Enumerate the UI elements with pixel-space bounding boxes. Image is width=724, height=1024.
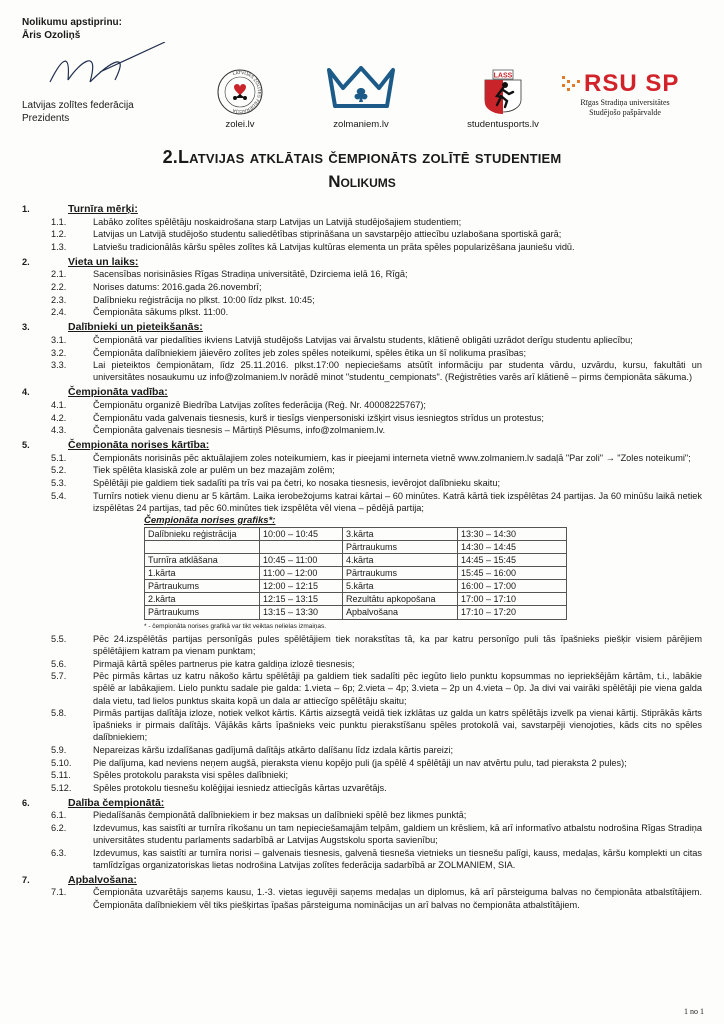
clause-number: 5.2. — [51, 465, 67, 476]
schedule-event: Dalībnieku reģistrācija — [145, 527, 260, 540]
clause-number: 5.3. — [51, 477, 67, 488]
clause-number: 7.1. — [51, 887, 67, 898]
clause-number: 5.8. — [51, 708, 67, 719]
sections-part-a — [22, 203, 702, 514]
clause-number: 6.1. — [51, 810, 67, 821]
zolei-caption: zolei.lv — [225, 119, 255, 130]
clause-item — [22, 757, 702, 769]
clause-text: Čempionātu organizē Biedrība Latvijas zolītes federācija (Reģ. Nr. 40008225767); — [93, 399, 426, 410]
clause-item — [22, 670, 702, 706]
schedule-time: 15:45 – 16:00 — [458, 567, 567, 580]
clause-text: Tiek spēlēta klasiskā zole ar pulēm un bez mazajām zolēm; — [93, 465, 335, 476]
clause-text: Čempionāta dalībniekiem jāievēro zolītes jeb zoles spēles noteikumi, spēles ētika un šī nolikuma prasības; — [93, 347, 527, 358]
rsu-caption-line-2: Studējošo pašpārvalde — [589, 108, 661, 117]
clause-number: 5.6. — [51, 658, 67, 669]
clause-number: 2.3. — [51, 294, 67, 305]
section-heading — [22, 256, 702, 268]
clause-text: Izdevumus, kas saistīti ar turnīra rīkošanu un tam nepieciešamajām telpām, galdiem un krēsliem, kā arī informatīvo atbalstu nodrošina Rīgas Stradiņa universitātes studentu parlaments sadarbībā ar Latvijas Augstskolu sporta savienību; — [93, 823, 702, 846]
lass-badge-text: LASS — [493, 72, 513, 80]
clause-text: Spēles protokolu tiesnešu kolēģijai iesniedz attiecīgās kārtas uzvarētājs. — [93, 782, 387, 793]
clause-item — [22, 412, 702, 424]
page-number: 1 no 1 — [684, 1007, 704, 1016]
clause-text: Spēlētāji pie galdiem tiek sadalīti pa trīs vai pa četri, ko nosaka tiesnesis, ievērojot dalībnieku skaitu; — [93, 477, 501, 488]
section-number: 7. — [22, 874, 30, 885]
clause-number: 5.4. — [51, 490, 67, 501]
clause-item — [22, 334, 702, 346]
clause-text: Nepareizas kāršu izdalīšanas gadījumā dalītājs atkārto dalīšanu līdz izdala kārtis pareizi; — [93, 744, 454, 755]
clause-text: Čempionāta uzvarētājs saņems kausu, 1.-3. vietas ieguvēji saņems medaļas un diplomus, kā arī pārsteiguma balvas no čempionāta atbalstītājiem. Čempionāta dalībniekiem vēl tiks piešķirtas īpašas pārsteiguma nominācijas un arī balvas no čempionāta atbalstītājiem. — [93, 887, 702, 910]
zolmaniem-logo — [318, 66, 404, 130]
clause-text: Čempionātu vada galvenais tiesnesis, kurš ir tiesīgs vienpersoniski izšķirt visus iesniegtos strīdus un protestus; — [93, 412, 544, 423]
clause-item — [22, 228, 702, 240]
schedule-row — [145, 567, 567, 580]
section-heading — [22, 386, 702, 398]
schedule-event: 3.kārta — [343, 527, 458, 540]
crown-icon — [325, 66, 397, 116]
clause-text: Čempionāta sākums plkst. 11:00. — [93, 307, 229, 318]
clause-item — [22, 658, 702, 670]
clause-number: 5.12. — [51, 782, 72, 793]
clause-item — [22, 464, 702, 476]
clause-item — [22, 707, 702, 743]
schedule-event: Apbalvošana — [343, 606, 458, 619]
clause-text: Dalībnieku reģistrācija no plkst. 10:00 līdz plkst. 10:45; — [93, 294, 315, 305]
section-title: Čempionāta vadība: — [68, 386, 168, 399]
schedule-event — [145, 540, 260, 553]
clause-text: Lai pieteiktos čempionātam, līdz 25.11.2016. plkst.17:00 nepieciešams atsūtīt informāciju par studenta vārdu, uzvārdu, kursu, fakultāti un universitātes nosaukumu uz info@zolmaniem.lv norādē minot "studentu_cempionats". (Reģistrēties varēs arī klātienē – pirms čempionāta sākuma.) — [93, 360, 702, 383]
schedule-title: Čempionāta norises grafiks*: — [144, 514, 276, 526]
section-title: Vieta un laiks: — [68, 255, 139, 268]
clause-item — [22, 281, 702, 293]
clause-number: 4.1. — [51, 399, 67, 410]
clause-text: Čempionāta galvenais tiesnesis – Mārtiņš Plēsums, info@zolmaniem.lv. — [93, 425, 386, 436]
section-heading — [22, 797, 702, 809]
schedule-row — [145, 540, 567, 553]
schedule-event: Turnīra atklāšana — [145, 554, 260, 567]
clause-text: Izdevumus, kas saistīti ar turnīra norisi – galvenais tiesnesis, galvenā tiesneša vietnieks un tiesnešu palīgi, kauss, medaļas, kāršu komplekti un citas tamlīdzīgas organizatoriskas lietas nodrošina Latvijas zolītes federācija sadarbībā ar ZOLMANIEM, SIA. — [93, 847, 702, 870]
clause-number: 1.3. — [51, 241, 67, 252]
clause-number: 4.3. — [51, 425, 67, 436]
clause-item — [22, 399, 702, 411]
approver-name: Āris Ozoliņš — [22, 30, 81, 41]
clause-text: Pēc pirmās kārtas uz katru nākošo kārtu spēlētāji pa galdiem tiek sadalīti pēc iegūto lielo punktu kopsummas no iepriekšējām kārtām, t.i., labākie spēlē ar labākajiem. Lielo punktu sadale pie galda: 1.vieta – 6p; 2.vieta – 4p; 3.vieta – 2p un 4.vieta – 0p. Ja divi vai vairāki spēlētāji pie viena galda dala vietu, tad lielos punktus skaita kopā un dala ar attiecīgo spēlētāju skaitu; — [93, 671, 702, 706]
schedule-time: 13:15 – 13:30 — [260, 606, 343, 619]
zolmaniem-caption: zolmaniem.lv — [333, 119, 389, 130]
clause-number: 5.10. — [51, 757, 72, 768]
clause-item — [22, 633, 702, 657]
schedule-event: Pārtraukums — [145, 606, 260, 619]
clause-text: Sacensības norisināsies Rīgas Stradiņa universitātē, Dzirciema ielā 16, Rīgā; — [93, 269, 408, 280]
clause-number: 5.11. — [51, 770, 71, 781]
org-role: Prezidents — [22, 113, 70, 124]
schedule-row — [145, 580, 567, 593]
clause-number: 5.5. — [51, 634, 67, 645]
studentusports-caption: studentusports.lv — [467, 119, 539, 130]
clause-item — [22, 782, 702, 794]
clause-number: 5.7. — [51, 671, 67, 682]
page-subtitle: Nolikums — [328, 172, 396, 191]
schedule-time: 12:00 – 12:15 — [260, 580, 343, 593]
zolei-ring-text: LATVIJAS ZOLĪTES FEDERĀCIJA — [232, 69, 263, 115]
clause-item — [22, 847, 702, 871]
schedule-time: 11:00 – 12:00 — [260, 567, 343, 580]
clause-number: 3.1. — [51, 334, 67, 345]
schedule-row — [145, 606, 567, 619]
schedule-time: 17:10 – 17:20 — [458, 606, 567, 619]
schedule-time: 14:30 – 14:45 — [458, 540, 567, 553]
section-heading — [22, 439, 702, 451]
clause-text: Pirmās partijas dalītāja izloze, notiek velkot kārtis. Kārtis aizsegtā veidā tiek izklātas uz galda un katrs spēlētājs izvelk pa vienai kārtij. Stiprākās kārts īpašnieks ir pirmais dalītājs. Vājākās kārts īpašnieks veic punktu pierakstīšanu spēles protokolā vai, savstarpēji vienojoties, kāds cits no spēles dalībniekiem; — [93, 708, 702, 743]
schedule-time: 10:00 – 10:45 — [260, 527, 343, 540]
clause-text: Latviešu tradicionālās kāršu spēles zolītes kā Latvijas kultūras elementa un prāta spēles popularizēšana jauniešu vidū. — [93, 241, 575, 252]
schedule-time: 14:45 – 15:45 — [458, 554, 567, 567]
zolei-seal-icon — [216, 68, 264, 116]
clause-number: 3.3. — [51, 360, 67, 371]
clause-text: Čempionātā var piedalīties ikviens Latvijā studējošs Latvijas vai ārvalstu students, klātienē obligāti uzrādot derīgu studentu apliecību; — [93, 334, 633, 345]
clause-item — [22, 424, 702, 436]
clause-number: 6.2. — [51, 823, 67, 833]
section-title: Dalība čempionātā: — [68, 796, 165, 809]
schedule-time: 12:15 – 13:15 — [260, 593, 343, 606]
clause-number: 2.4. — [51, 307, 67, 318]
clause-item — [22, 241, 702, 253]
schedule-time: 16:00 – 17:00 — [458, 580, 567, 593]
clause-text: Turnīrs notiek vienu dienu ar 5 kārtām. Laika ierobežojums katrai kārtai – 60 minūtes. Katrā kārtā tiek izspēlētas 24 partijas. Ja 60 minūšu laikā netiek izspēlētas 24 partijas, tad pēc 60.minūtes tiek izspēlēta vēl viena – pēdējā partija; — [93, 490, 702, 513]
section-title: Turnīra mērķi: — [68, 203, 138, 215]
schedule-time: 10:45 – 11:00 — [260, 554, 343, 567]
section-number: 6. — [22, 797, 30, 808]
section-heading — [22, 874, 702, 886]
lass-runner-icon — [479, 68, 527, 116]
rsu-caption-line-1: Rīgas Stradiņa universitātes — [580, 98, 670, 107]
clause-number: 1.2. — [51, 229, 67, 240]
schedule-time — [260, 540, 343, 553]
section-number: 5. — [22, 440, 30, 451]
studentusports-logo — [458, 68, 548, 130]
clause-item — [22, 769, 702, 781]
schedule-event: Pārtraukums — [343, 540, 458, 553]
clause-text: Pie dalījuma, kad neviens neņem augšā, pieraksta vienu kopējo puli (ja spēlē 4 spēlētāji un nav atvērtu pulu, tad pieraksta 2 pules); — [93, 757, 627, 768]
clause-item — [22, 216, 702, 228]
clause-text: Labāko zolītes spēlētāju noskaidrošana starp Latvijas un Latvijā studējošajiem studentiem; — [93, 216, 462, 227]
section-number: 2. — [22, 256, 30, 267]
clause-text: Pēc 24.izspēlētās partijas personīgās pules spēlētājiem tiek norakstītas tā, ka par katru personīgo puli tās īpašnieks piešķir visiem pārējiem spēlētājiem katram pa vienam punktam; — [93, 634, 702, 657]
section-heading — [22, 203, 702, 215]
clause-number: 3.2. — [51, 347, 67, 358]
clause-item — [22, 477, 702, 489]
schedule-note: * - čempionāta norises grafikā var tikt veiktas nelielas izmaiņas. — [144, 622, 327, 630]
section-title: Čempionāta norises kārtība: — [68, 439, 210, 452]
clause-item — [22, 347, 702, 359]
clause-item — [22, 822, 702, 846]
schedule-row — [145, 527, 567, 540]
clause-item — [22, 744, 702, 756]
section-heading — [22, 321, 702, 333]
schedule-time: 13:30 – 14:30 — [458, 527, 567, 540]
schedule-block — [144, 515, 702, 633]
clause-number: 2.1. — [51, 269, 67, 280]
zolei-logo — [210, 68, 270, 130]
schedule-event: 4.kārta — [343, 554, 458, 567]
clause-number: 6.3. — [51, 847, 67, 858]
page-title: 2.Latvijas atklātais čempionāts zolītē studentiem — [162, 147, 562, 167]
approval-block — [22, 16, 134, 125]
schedule-table — [144, 527, 567, 620]
schedule-event: 5.kārta — [343, 580, 458, 593]
clause-item — [22, 452, 702, 464]
clause-number: 5.9. — [51, 744, 67, 755]
clause-number: 1.1. — [51, 216, 67, 227]
clause-text: Latvijas un Latvijā studējošo studentu saliedētības stiprināšana un savstarpējo attiecību uzlabošana sportiskā garā; — [93, 229, 562, 240]
schedule-event: Rezultātu apkopošana — [343, 593, 458, 606]
schedule-event: 2.kārta — [145, 593, 260, 606]
rsu-sp-logo — [560, 72, 700, 118]
section-title: Apbalvošana: — [68, 873, 137, 886]
clause-text: Čempionāts norisinās pēc aktuālajiem zoles noteikumiem, kas ir pieejami interneta vietnē www.zolmaniem.lv sadaļā "Par zoli" → "Zoles noteikumi"; — [93, 452, 691, 463]
clause-text: Norises datums: 2016.gada 26.novembrī; — [93, 282, 262, 293]
rsu-brand-text: RSU SP — [584, 70, 680, 97]
regulations-body — [22, 200, 702, 911]
section-number: 1. — [22, 204, 30, 214]
handwritten-signature — [40, 42, 170, 87]
clause-item — [22, 294, 702, 306]
clause-item — [22, 306, 702, 318]
rsu-dots-icon — [560, 75, 584, 93]
clause-number: 4.2. — [51, 412, 67, 423]
schedule-event: Pārtraukums — [343, 567, 458, 580]
org-name: Latvijas zolītes federācija — [22, 100, 134, 111]
clause-item — [22, 490, 702, 514]
sections-part-b — [22, 633, 702, 911]
clause-item — [22, 809, 702, 821]
section-number: 3. — [22, 322, 30, 333]
schedule-time: 17:00 – 17:10 — [458, 593, 567, 606]
clause-item — [22, 268, 702, 280]
clause-item — [22, 886, 702, 910]
clause-text: Spēles protokolu paraksta visi spēles dalībnieki; — [93, 770, 289, 781]
clause-number: 2.2. — [51, 282, 67, 293]
clause-item — [22, 359, 702, 383]
approval-label: Nolikumu apstiprinu: — [22, 17, 122, 28]
schedule-row — [145, 593, 567, 606]
clause-text: Piedalīšanās čempionātā dalībniekiem ir bez maksas un dalībnieki spēlē bez likmes punktā; — [93, 810, 467, 821]
schedule-row — [145, 554, 567, 567]
clause-number: 5.1. — [51, 452, 67, 463]
section-number: 4. — [22, 387, 30, 398]
schedule-event: Pārtraukums — [145, 580, 260, 593]
schedule-event: 1.kārta — [145, 567, 260, 580]
section-title: Dalībnieki un pieteikšanās: — [68, 321, 203, 334]
clause-text: Pirmajā kārtā spēles partnerus pie katra galdiņa izlozē tiesnesis; — [93, 658, 355, 669]
